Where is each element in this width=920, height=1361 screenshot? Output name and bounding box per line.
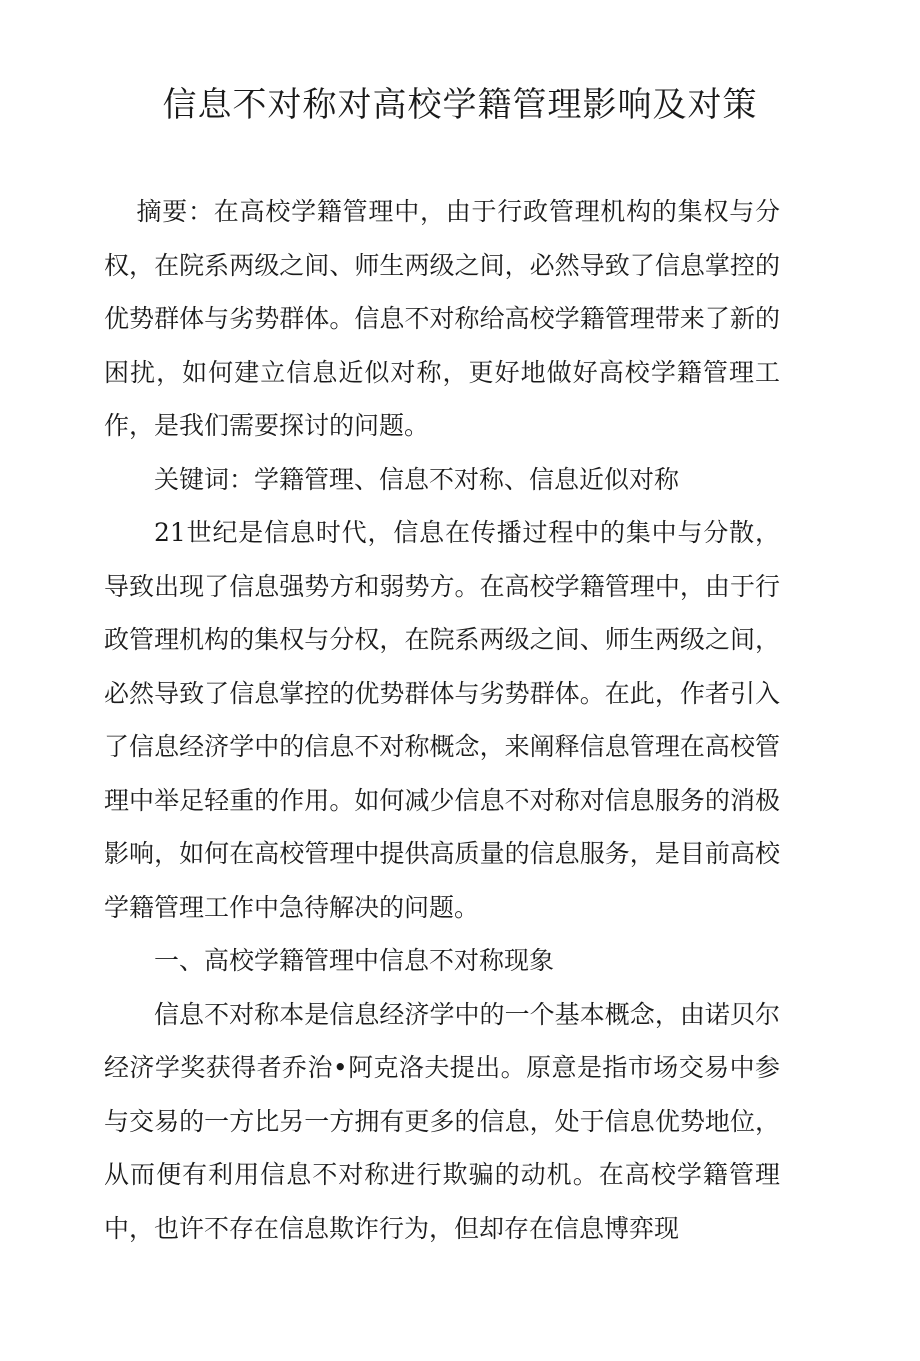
section-paragraph: 信息不对称本是信息经济学中的一个基本概念，由诺贝尔经济学奖获得者乔治•阿克洛夫提出。原意是指市场交易中参与交易的一方比另一方拥有更多的信息，处于信息优势地位，从而便有利用信息不对称进行欺骗的动机。在高校学籍管理中，也许不存在信息欺诈行为，但却存在信息博弈现: [104, 999, 780, 1243]
abstract-paragraph: 摘要：在高校学籍管理中，由于行政管理机构的集权与分权，在院系两级之间、师生两级之间，必然导致了信息掌控的优势群体与劣势群体。信息不对称给高校学籍管理带来了新的困扰，如何建立信息近似对称，更好地做好高校学籍管理工作，是我们需要探讨的问题。: [104, 197, 780, 440]
keywords-paragraph: 关键词：学籍管理、信息不对称、信息近似对称: [154, 464, 680, 494]
intro-paragraph: 21世纪是信息时代，信息在传播过程中的集中与分散，导致出现了信息强势方和弱势方。在高校学籍管理中，由于行政管理机构的集权与分权，在院系两级之间、师生两级之间，必然导致了信息掌控的优势群体与劣势群体。在此，作者引入了信息经济学中的信息不对称概念，来阐释信息管理在高校管理中举足轻重的作用。如何减少信息不对称对信息服务的消极影响，如何在高校管理中提供高质量的信息服务，是目前高校学籍管理工作中急待解决的问题。: [104, 518, 780, 922]
section-heading: 一、高校学籍管理中信息不对称现象: [154, 946, 555, 975]
document-body: [104, 185, 780, 1255]
document-title: 信息不对称对高校学籍管理影响及对策: [162, 85, 758, 125]
